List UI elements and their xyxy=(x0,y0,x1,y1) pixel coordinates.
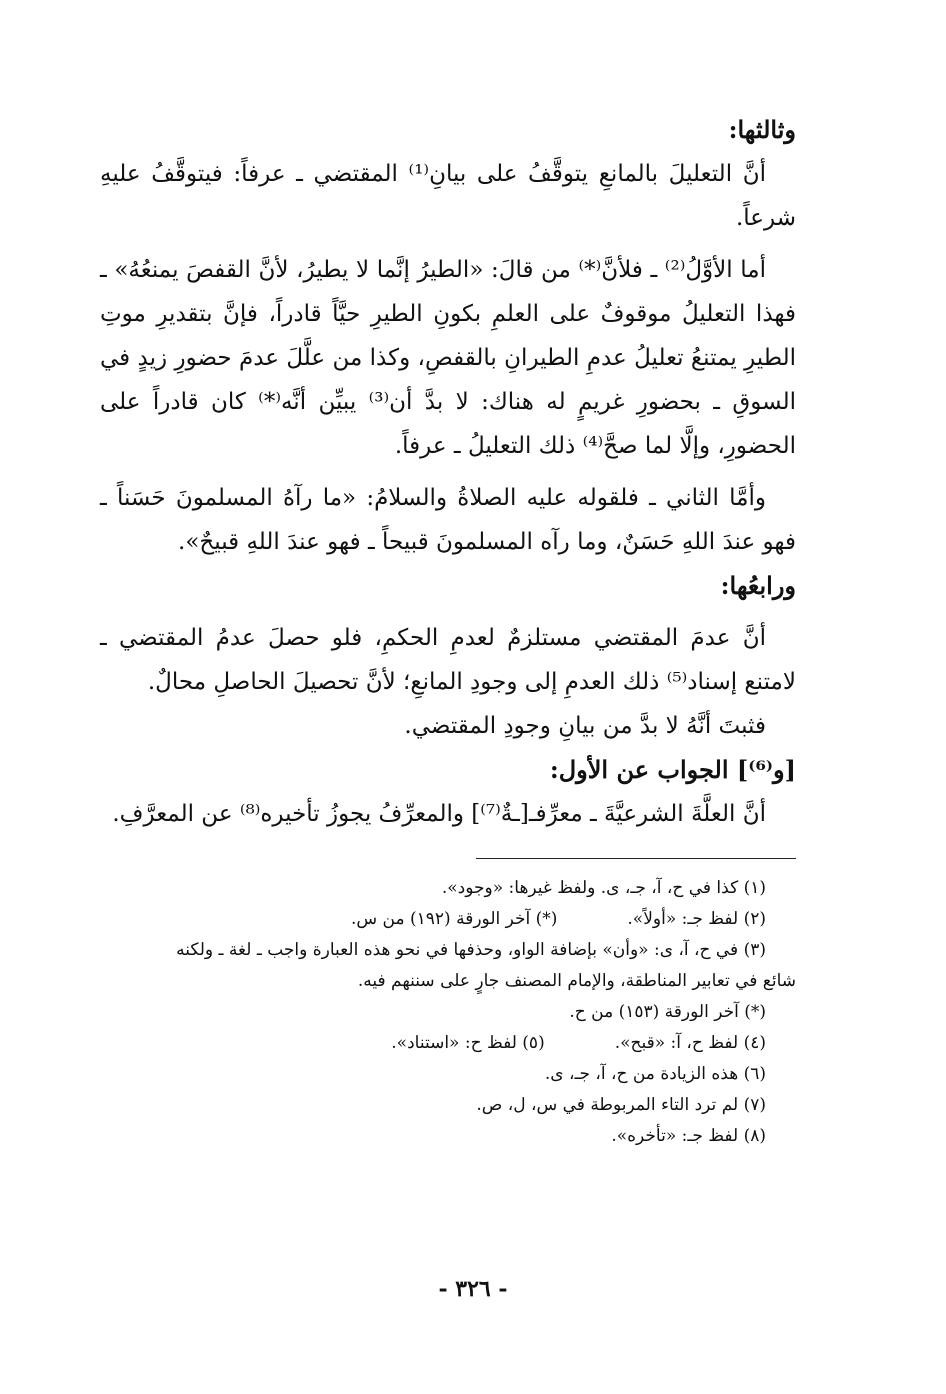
paragraph-5: فثبتَ أنَّهُ لا بدَّ من بيانِ وجودِ المقتضي. xyxy=(404,713,766,739)
heading-answer: [و⁽⁶⁾] الجواب عن الأول: xyxy=(549,755,796,784)
paragraph-4: أنَّ عدمَ المقتضي مستلزمٌ لعدمِ الحكمِ، فلو حصلَ عدمُ المقتضي ـ لامتنع إسناد⁽⁵⁾ ذلك العدمِ إلى وجودِ المانعِ؛ لأنَّ تحصيلَ الحاصلِ محالٌ. xyxy=(100,625,796,695)
page-number: - ٣٢٦ - xyxy=(438,1276,508,1302)
paragraph-3: وأمَّا الثاني ـ فلقوله عليه الصلاةُ والسلامُ: «ما رآهُ المسلمونَ حَسَناً ـ فهو عندَ اللهِ حَسَنٌ، وما رآه المسلمونَ قبيحاً ـ فهو عندَ اللهِ قبيحٌ». xyxy=(100,485,796,555)
paragraph-2: أما الأوَّلُ⁽²⁾ ـ فلأنَّ⁽*⁾ من قالَ: «الطيرُ إنَّما لا يطيرُ، لأنَّ القفصَ يمنعُهُ» ـ فهذا التعليلُ موقوفٌ على العلمِ بكونِ الطيرِ حيَّاً قادراً، فإنَّ بتقديرِ موتِ الطيرِ يمتنعُ تعليلُ عدمِ الطيرانِ بالقفصِ، وكذا من علَّلَ عدمَ حضورِ زيدٍ في السوقِ ـ بحضورِ غريمٍ له هناك: لا بدَّ أن⁽³⁾ يبيِّن أنَّه⁽*⁾ كان قادراً على الحضورِ، وإلَّا لما صحَّ⁽⁴⁾ ذلك التعليلُ ـ عرفاً. xyxy=(100,257,797,459)
heading-third: وثالثها: xyxy=(728,115,796,144)
footnote-row-4 xyxy=(100,1028,796,1059)
paragraph-6: أنَّ العلَّةَ الشرعيَّةَ ـ معرِّفـ[ـةٌ⁽⁷⁾] والمعرِّفُ يجوزُ تأخيره⁽⁸⁾ عن المعرَّفِ. xyxy=(112,801,766,827)
footnote-8: (٨) لفظ جـ: «تأخره». xyxy=(611,1126,766,1146)
footnote-star-1: (*) آخر الورقة (١٩٢) من س. xyxy=(350,909,558,929)
page-content xyxy=(100,108,796,1338)
footnote-divider xyxy=(476,858,796,859)
footnotes xyxy=(100,873,796,1152)
footnote-6: (٦) هذه الزيادة من ح، آ، جـ، ى. xyxy=(544,1064,766,1084)
footnote-5: (٥) لفظ ح: «استناد». xyxy=(391,1033,545,1053)
footnote-star-2: (*) آخر الورقة (١٥٣) من ح. xyxy=(569,1002,766,1022)
footnote-7: (٧) لم ترد التاء المربوطة في س، ل، ص. xyxy=(476,1095,766,1115)
footnote-2: (٢) لفظ جـ: «أولاً». xyxy=(627,909,766,929)
footnote-3: (٣) في ح، آ، ى: «وأن» بإضافة الواو، وحذفها في نحو هذه العبارة واجب ـ لغة ـ ولكنه xyxy=(176,940,766,960)
heading-fourth: ورابعُها: xyxy=(720,571,796,600)
footnote-1: (١) كذا في ح، آ، جـ، ى. ولفظ غيرها: «وجود». xyxy=(441,878,766,898)
footnote-4: (٤) لفظ ح، آ: «قبح». xyxy=(614,1033,766,1053)
footnote-3-continued: شائع في تعابير المناطقة، والإمام المصنف جارٍ على سننهم فيه. xyxy=(357,971,796,991)
footnote-row-2 xyxy=(100,904,796,935)
paragraph-1: أنَّ التعليلَ بالمانعِ يتوقَّفُ على بيانِ⁽¹⁾ المقتضي ـ عرفاً: فيتوقَّفُ عليهِ شرعاً. xyxy=(100,161,796,231)
